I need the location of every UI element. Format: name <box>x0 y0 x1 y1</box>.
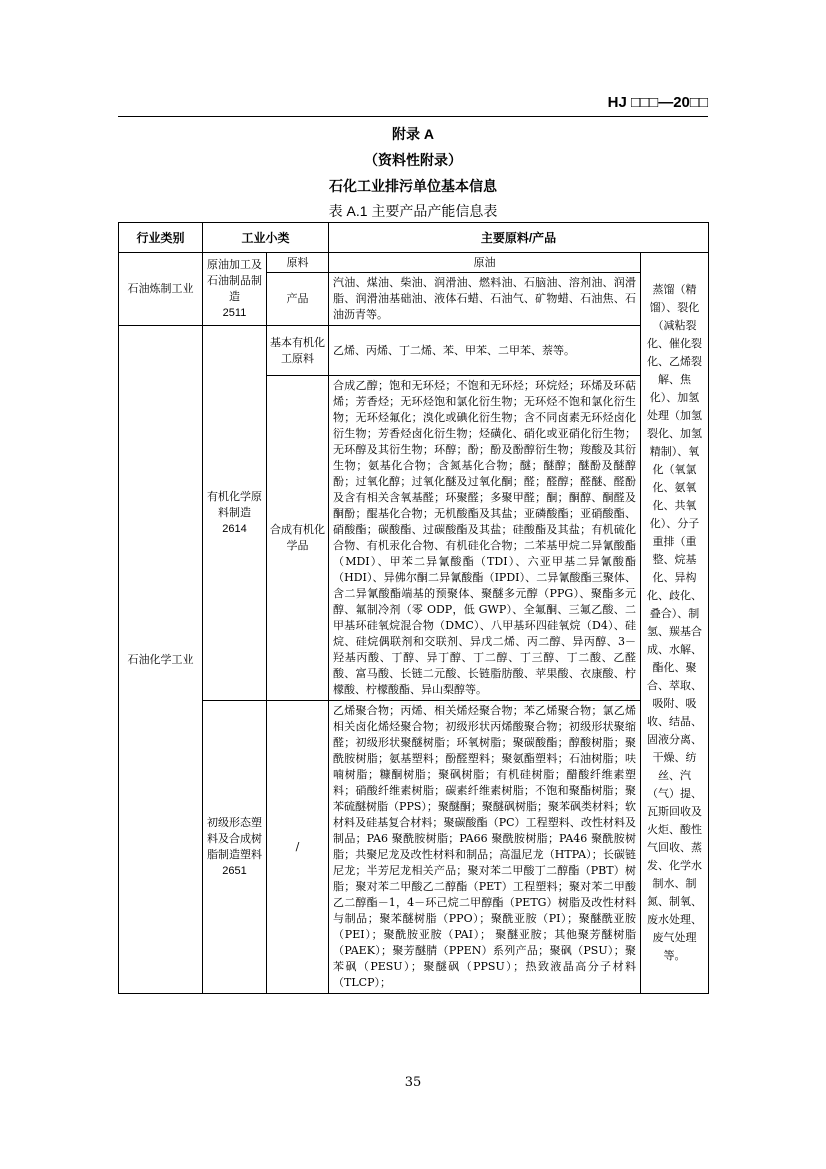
table-row <box>119 253 709 273</box>
refining-raw-label: 原料 <box>267 253 329 273</box>
synthetic-organic-value: 合成乙醇；饱和无环烃；不饱和无环烃；环烷烃；环烯及环萜烯；芳香烃；无环烃饱和氯化衍生物；无环烃不饱和氯化衍生物；无环烃氟化；溴化或碘化衍生物；含不同卤素无环烃卤化衍生物；芳香烃卤化衍生物；烃磺化、硝化或亚硝化衍生物；无环醇及其衍生物；环醇；酚；酚及酚醇衍生物；羧酸及其衍生物；氨基化合物；含氮基化合物；醚；醚醇；醚酚及醚醇酚；过氧化醇；过氧化醚及过氧化酮；醛；醛醇；醛醚、醛酚及含有相关含氧基醛；环聚醛；多聚甲醛；酮；酮醇、酮醛及酮酚；醌基化合物；无机酸酯及其盐；亚磷酸酯；亚硝酸酯、硝酸酯；碳酸酯、过碳酸酯及其盐；硅酸酯及其盐；有机硫化合物、有机汞化合物、有机硅化合物；二苯基甲烷二异氰酸酯（MDI）、甲苯二异氰酸酯（TDI）、六亚甲基二异氰酸酯（HDI）、异佛尔酮二异氰酸酯（IPDI）、二异氰酸酯三聚体、含二异氰酸酯端基的预聚体、聚醚多元醇（PPG）、聚酯多元醇、氟制冷剂（零 ODP，低 GWP）、全氟酮、三氟乙酸、二甲基环硅氧烷混合物（DMC）、八甲基环四硅氧烷（D4）、硅烷、硅烷偶联剂和交联剂、异戊二烯、丙二醇、异丙醇、3－羟基丙酸、丁醇、异丁醇、丁二醇、丁三醇、丁二酸、乙醛酸、富马酸、长链二元酸、长链脂肪酸、苹果酸、衣康酸、柠檬酸、柠檬酸酯、异山梨醇等。 <box>329 376 641 701</box>
plastics-subcategory-cell <box>203 701 267 994</box>
section-title: 石化工业排污单位基本信息 <box>329 178 497 194</box>
table-row <box>119 701 709 994</box>
basic-organic-value: 乙烯、丙烯、丁二烯、苯、甲苯、二甲苯、萘等。 <box>329 326 641 376</box>
plastics-value: 乙烯聚合物；丙烯、相关烯烃聚合物；苯乙烯聚合物；氯乙烯相关卤化烯烃聚合物；初级形状丙烯酸聚合物；初级形状聚缩醛；初级形状聚醚树脂；环氧树脂；聚碳酸酯；醇酸树脂；聚酰胺树脂；氨基塑料；酚醛塑料；聚氨酯塑料；石油树脂；呋喃树脂；糠酮树脂；聚砜树脂；有机硅树脂；醋酸纤维素塑料；硝酸纤维素树脂；碳素纤维素树脂；不饱和聚酯树脂；聚苯硫醚树脂（PPS）；聚醚酮；聚醚砜树脂；聚苯砜类材料；软材料及硅基复合材料；聚碳酸酯（PC）工程塑料、改性材料及制品；PA6 聚酰胺树脂；PA66 聚酰胺树脂；PA46 聚酰胺树脂；共聚尼龙及改性材料和制品；高温尼龙（HTPA）；长碳链尼龙；半芳尼龙相关产品；聚对苯二甲酸丁二醇酯（PBT）树脂；聚对苯二甲酸乙二醇酯（PET）工程塑料；聚对苯二甲酸乙二醇酯－1，4－环己烷二甲醇酯（PETG）树脂及改性材料与制品；聚苯醚树脂（PPO）；聚酰亚胺（PI）；聚醚酰亚胺（PEI）；聚酰胺亚胺（PAI）； 聚醚亚胺；其他聚芳醚树脂（PAEK）；聚芳醚腈（PPEN）系列产品；聚砜（PSU）；聚苯砜（PESU）；聚醚砜（PPSU）；热致液晶高分子材料（TLCP）； <box>329 701 641 994</box>
refining-product-value: 汽油、煤油、柴油、润滑油、燃料油、石脑油、溶剂油、润滑脂、润滑油基础油、液体石蜡、石油气、矿物蜡、石油焦、石油沥青等。 <box>329 273 641 326</box>
refining-product-label: 产品 <box>267 273 329 326</box>
chemical-industry: 石油化学工业 <box>127 652 194 666</box>
table-header-row <box>119 223 709 253</box>
document-code: HJ □□□—20□□ <box>607 94 708 111</box>
organic-subcategory: 有机化学原料制造 <box>207 490 262 519</box>
header-subcategory: 工业小类 <box>203 223 329 253</box>
product-capacity-table <box>118 222 709 994</box>
plastics-label: / <box>267 701 329 994</box>
process-cell <box>641 253 709 994</box>
organic-code: 2614 <box>222 523 247 535</box>
chemical-industry-cell <box>119 326 203 994</box>
refining-subcategory-cell <box>203 253 267 326</box>
process-text: 蒸馏（精馏）、裂化（减粘裂化、催化裂化、乙烯裂解、焦化）、加氢处理（加氢裂化、加氢精制）、氧化（氧氯化、氨氧化、共氧化）、分子重排（重整、烷基化、异构化、歧化、叠合）、制氢、羰基合成、水解、酯化、聚合、萃取、吸附、吸收、结晶、固液分离、干燥、纺丝、汽（气）提、瓦斯回收及火炬、酸性气回收、蒸发、化学水制水、制氮、制氧、废水处理、废气处理等。 <box>647 283 703 962</box>
refining-industry: 石油炼制工业 <box>127 282 194 295</box>
plastics-subcategory: 初级形态塑料及合成树脂制造塑料 <box>207 816 262 861</box>
synthetic-organic-label: 合成有机化学品 <box>267 376 329 701</box>
table-caption: 表 A.1 主要产品产能信息表 <box>328 203 498 219</box>
table-row <box>119 326 709 376</box>
appendix-type: （资料性附录） <box>364 152 462 168</box>
organic-subcategory-cell <box>203 326 267 701</box>
appendix-title: 附录 A <box>392 126 434 142</box>
refining-raw-value: 原油 <box>329 253 641 273</box>
header-industry: 行业类别 <box>119 223 203 253</box>
header-rule <box>118 116 708 117</box>
basic-organic-label: 基本有机化工原料 <box>267 326 329 376</box>
header-material-text: 主要原料/产品 <box>480 230 557 245</box>
plastics-code: 2651 <box>222 865 247 877</box>
refining-industry-cell <box>119 253 203 326</box>
refining-subcategory: 原油加工及石油制品制造 <box>207 258 262 303</box>
page-number: 35 <box>404 1075 422 1090</box>
header-material <box>329 223 709 253</box>
refining-code: 2511 <box>222 307 247 319</box>
